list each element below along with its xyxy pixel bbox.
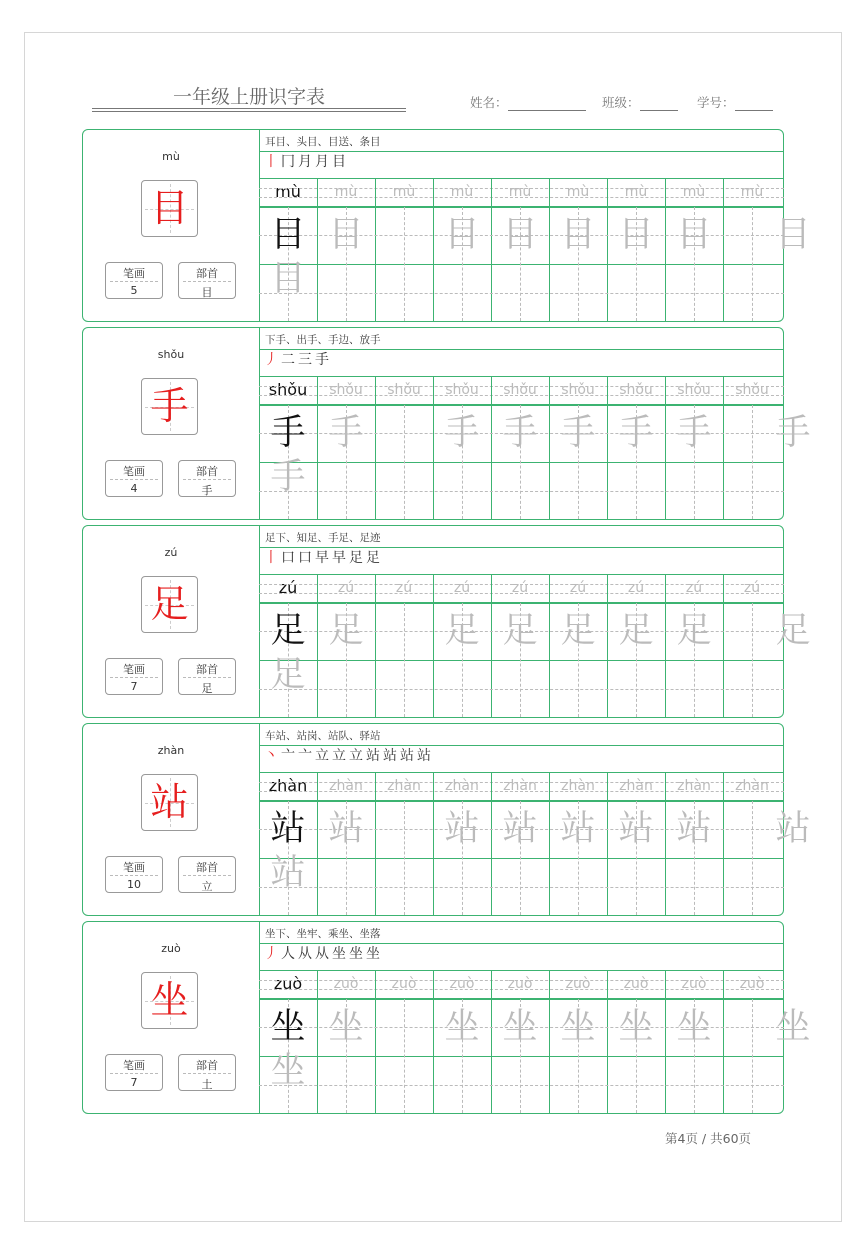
- char-info-panel: [83, 130, 260, 321]
- char-practice-cell: 足: [270, 611, 306, 651]
- stroke-step: 从: [315, 946, 329, 962]
- char-practice-cell: 站: [270, 809, 306, 849]
- pinyin-practice-cell: zú: [511, 580, 529, 596]
- name-blank[interactable]: [508, 96, 586, 111]
- guide-line: [404, 207, 405, 321]
- practice-area: [259, 526, 811, 717]
- char-practice-cell: 坐: [560, 1007, 596, 1047]
- title-underline-2: [92, 111, 406, 112]
- char-practice-cell: 足: [444, 611, 480, 651]
- stroke-order-sequence: [264, 349, 332, 369]
- pinyin-practice-cell: zhàn: [735, 778, 769, 794]
- stroke-step: 冂: [281, 154, 295, 170]
- char-practice-cell: 手: [676, 413, 712, 453]
- stroke-count: 5: [130, 284, 138, 297]
- class-field[interactable]: [602, 93, 678, 111]
- pinyin-practice-cell: zú: [395, 580, 413, 596]
- radical-label: 部首: [196, 1059, 218, 1072]
- pinyin-practice-row: [259, 773, 784, 801]
- divider: [110, 1073, 158, 1074]
- character-card: [82, 723, 811, 916]
- stroke-step: 丿: [264, 946, 278, 962]
- stroke-order-sequence: [264, 745, 434, 765]
- char-practice-cell: 手: [618, 413, 654, 453]
- grid-column-line: [723, 574, 724, 717]
- pinyin-practice-cell: mù: [508, 184, 532, 200]
- char-practice-cell: 坐: [444, 1007, 480, 1047]
- char-display: 足: [150, 582, 189, 626]
- pinyin-practice-cell: mù: [450, 184, 474, 200]
- stroke-step: 丿: [264, 352, 278, 368]
- char-practice-cell: 目: [502, 215, 538, 255]
- char-practice-cell: 站: [560, 809, 596, 849]
- char-practice-cell: 坐: [618, 1007, 654, 1047]
- pinyin-practice-cell: shǒu: [503, 382, 537, 398]
- stroke-step: 口: [298, 550, 312, 566]
- guide-line: [259, 584, 784, 585]
- char-practice-cell: 坐: [270, 1007, 306, 1047]
- char-practice-cell: 坐: [502, 1007, 538, 1047]
- guide-line: [259, 791, 784, 792]
- character-card: [82, 525, 811, 718]
- char-practice-cell: 站: [775, 809, 811, 849]
- char-info-panel: [83, 328, 260, 519]
- pinyin-practice-cell: mù: [334, 184, 358, 200]
- pinyin-practice-cell: shǒu: [387, 382, 421, 398]
- divider: [183, 1073, 231, 1074]
- stroke-order-sequence: [264, 943, 383, 963]
- stroke-step: 立: [332, 748, 346, 764]
- stroke-step: 站: [400, 748, 414, 764]
- grid-column-line: [375, 970, 376, 1113]
- number-label: 学号：: [697, 95, 735, 110]
- pinyin-practice-cell: zhàn: [561, 778, 595, 794]
- guide-line: [259, 887, 784, 888]
- practice-area: [259, 328, 811, 519]
- stroke-step: 口: [281, 550, 295, 566]
- stroke-step: 立: [315, 748, 329, 764]
- guide-line: [259, 491, 784, 492]
- row-line: [259, 264, 784, 265]
- char-display-box: [141, 180, 198, 237]
- stroke-step: 月: [298, 154, 312, 170]
- stroke-step: 站: [383, 748, 397, 764]
- stroke-count-box: [105, 262, 163, 299]
- pinyin-practice-cell: mù: [566, 184, 590, 200]
- grid-column-line: [375, 178, 376, 321]
- pinyin-practice-cell: mù: [740, 184, 764, 200]
- radical: 足: [201, 682, 213, 695]
- grid-column-line: [375, 376, 376, 519]
- example-words: 足下、知足、手足、足迹: [265, 532, 381, 544]
- guide-line: [259, 782, 784, 783]
- pinyin-practice-cell: zhàn: [445, 778, 479, 794]
- pinyin-practice-row: [259, 971, 784, 999]
- radical-label: 部首: [196, 267, 218, 280]
- title-underline: [92, 108, 406, 109]
- char-pinyin: zhàn: [157, 744, 185, 757]
- char-display: 目: [150, 186, 189, 230]
- char-practice-cell: 目: [618, 215, 654, 255]
- stroke-step: 人: [281, 946, 295, 962]
- char-practice-cell: 手: [560, 413, 596, 453]
- title-text: 一年级上册识字表: [172, 86, 325, 108]
- row-line: [259, 462, 784, 463]
- char-pinyin: shǒu: [157, 348, 185, 361]
- radical-box: [178, 1054, 236, 1091]
- guide-line: [259, 989, 784, 990]
- char-practice-cell: 目: [676, 215, 712, 255]
- radical: 土: [201, 1078, 213, 1091]
- example-words: 坐下、坐牢、乘坐、坐落: [265, 928, 381, 940]
- char-practice-cell: 手: [270, 413, 306, 453]
- pinyin-practice-cell: zú: [685, 580, 703, 596]
- guide-line: [752, 603, 753, 717]
- stroke-step: 丨: [264, 550, 278, 566]
- char-practice-cell: 站: [328, 809, 364, 849]
- radical: 目: [201, 286, 213, 299]
- pinyin-practice-cell: mù: [275, 182, 301, 201]
- stroke-count-box: [105, 460, 163, 497]
- row-line: [259, 1056, 784, 1057]
- divider: [183, 479, 231, 480]
- guide-line: [259, 1085, 784, 1086]
- pinyin-practice-cell: shǒu: [445, 382, 479, 398]
- char-practice-cell: 坐: [775, 1007, 811, 1047]
- stroke-step: 早: [332, 550, 346, 566]
- guide-line: [752, 405, 753, 519]
- guide-line: [259, 689, 784, 690]
- pinyin-practice-cell: zú: [627, 580, 645, 596]
- pinyin-practice-cell: zú: [453, 580, 471, 596]
- char-practice-cell: 足: [676, 611, 712, 651]
- guide-line: [259, 197, 784, 198]
- stroke-step: 目: [332, 154, 346, 170]
- char-practice-cell: 目: [270, 215, 306, 255]
- pinyin-practice-cell: shǒu: [735, 382, 769, 398]
- radical-label: 部首: [196, 861, 218, 874]
- pinyin-practice-cell: zuò: [273, 974, 303, 993]
- char-practice-cell: 足: [775, 611, 811, 651]
- stroke-count-label: 笔画: [123, 1059, 145, 1072]
- pinyin-practice-cell: shǒu: [561, 382, 595, 398]
- radical-label: 部首: [196, 663, 218, 676]
- pinyin-practice-cell: zuò: [565, 976, 591, 992]
- stroke-count: 10: [127, 878, 141, 891]
- pinyin-practice-cell: zhàn: [677, 778, 711, 794]
- stroke-step: 月: [315, 154, 329, 170]
- char-display: 坐: [150, 978, 189, 1022]
- stroke-step: 亠: [298, 748, 312, 764]
- char-practice-cell: 目: [328, 215, 364, 255]
- guide-line: [404, 999, 405, 1113]
- pinyin-practice-cell: shǒu: [329, 382, 363, 398]
- stroke-step: 丶: [264, 748, 278, 764]
- char-practice-cell: 站: [676, 809, 712, 849]
- char-practice-cell: 足: [270, 655, 306, 695]
- name-label: 姓名：: [470, 95, 508, 110]
- stroke-step: 坐: [349, 946, 363, 962]
- guide-line: [259, 980, 784, 981]
- pinyin-practice-cell: mù: [682, 184, 706, 200]
- row-line: [259, 660, 784, 661]
- char-practice-cell: 站: [270, 853, 306, 893]
- row-line: [259, 858, 784, 859]
- page-number: 第4页 / 共60页: [665, 1131, 752, 1146]
- pinyin-practice-row: [259, 179, 784, 207]
- char-practice-cell: 足: [560, 611, 596, 651]
- pinyin-practice-cell: zú: [337, 580, 355, 596]
- pinyin-practice-cell: mù: [624, 184, 648, 200]
- guide-line: [259, 386, 784, 387]
- stroke-count: 7: [130, 680, 138, 693]
- number-field[interactable]: [697, 93, 773, 111]
- pinyin-practice-row: [259, 377, 784, 405]
- pinyin-practice-cell: zú: [278, 578, 298, 597]
- divider: [110, 479, 158, 480]
- char-display-box: [141, 378, 198, 435]
- char-info-panel: [83, 526, 260, 717]
- pinyin-practice-cell: zhàn: [619, 778, 653, 794]
- radical-label: 部首: [196, 465, 218, 478]
- divider: [183, 677, 231, 678]
- guide-line: [259, 188, 784, 189]
- grid-column-line: [723, 376, 724, 519]
- name-field[interactable]: [470, 93, 586, 111]
- stroke-step: 三: [298, 352, 312, 368]
- char-practice-cell: 坐: [270, 1051, 306, 1091]
- grid-column-line: [375, 574, 376, 717]
- stroke-step: 手: [315, 352, 329, 368]
- radical-box: [178, 856, 236, 893]
- char-practice-cell: 坐: [676, 1007, 712, 1047]
- char-practice-cell: 足: [618, 611, 654, 651]
- char-practice-cell: 目: [444, 215, 480, 255]
- pinyin-practice-row: [259, 575, 784, 603]
- guide-line: [752, 207, 753, 321]
- stroke-step: 亠: [281, 748, 295, 764]
- stroke-count-box: [105, 1054, 163, 1091]
- stroke-count-box: [105, 856, 163, 893]
- worksheet-title: [92, 80, 406, 114]
- char-info-panel: [83, 724, 260, 915]
- grid-column-line: [723, 178, 724, 321]
- char-practice-cell: 手: [444, 413, 480, 453]
- radical: 立: [201, 880, 213, 893]
- pinyin-practice-cell: zuò: [449, 976, 475, 992]
- practice-area: [259, 922, 811, 1113]
- guide-line: [752, 999, 753, 1113]
- guide-line: [259, 395, 784, 396]
- char-practice-cell: 手: [270, 457, 306, 497]
- example-words: 耳目、头目、目送、条目: [265, 136, 381, 148]
- guide-line: [259, 293, 784, 294]
- stroke-step: 二: [281, 352, 295, 368]
- grid-column-line: [375, 772, 376, 915]
- pinyin-practice-cell: zhàn: [503, 778, 537, 794]
- grid-column-line: [723, 970, 724, 1113]
- stroke-count: 7: [130, 1076, 138, 1089]
- char-practice-cell: 站: [444, 809, 480, 849]
- stroke-step: 早: [315, 550, 329, 566]
- stroke-step: 立: [349, 748, 363, 764]
- pinyin-practice-cell: zuò: [739, 976, 765, 992]
- character-card: [82, 921, 811, 1114]
- stroke-count: 4: [130, 482, 138, 495]
- char-practice-cell: 站: [618, 809, 654, 849]
- char-practice-cell: 足: [328, 611, 364, 651]
- char-pinyin: mù: [162, 150, 180, 163]
- number-blank[interactable]: [735, 96, 773, 111]
- stroke-step: 足: [366, 550, 380, 566]
- stroke-order-sequence: [264, 151, 349, 171]
- stroke-step: 站: [417, 748, 431, 764]
- pinyin-practice-cell: zhàn: [329, 778, 363, 794]
- pinyin-practice-cell: shǒu: [619, 382, 653, 398]
- char-practice-cell: 站: [502, 809, 538, 849]
- practice-area: [259, 724, 811, 915]
- character-card: [82, 327, 811, 520]
- grid-column-line: [723, 772, 724, 915]
- char-practice-cell: 目: [775, 215, 811, 255]
- pinyin-practice-cell: zuò: [507, 976, 533, 992]
- row-line: [259, 349, 784, 350]
- radical: 手: [201, 484, 213, 497]
- divider: [183, 281, 231, 282]
- char-info-panel: [83, 922, 260, 1113]
- char-practice-cell: 目: [270, 259, 306, 299]
- example-words: 下手、出手、手边、放手: [265, 334, 381, 346]
- pinyin-practice-cell: mù: [392, 184, 416, 200]
- divider: [183, 875, 231, 876]
- stroke-step: 丨: [264, 154, 278, 170]
- divider: [110, 677, 158, 678]
- divider: [110, 875, 158, 876]
- char-display-box: [141, 972, 198, 1029]
- char-pinyin: zuò: [161, 942, 181, 955]
- radical-box: [178, 262, 236, 299]
- divider: [110, 281, 158, 282]
- char-pinyin: zú: [164, 546, 178, 559]
- pinyin-practice-cell: zhàn: [268, 776, 308, 795]
- stroke-count-label: 笔画: [123, 465, 145, 478]
- stroke-order-sequence: [264, 547, 383, 567]
- pinyin-practice-cell: zuò: [623, 976, 649, 992]
- guide-line: [404, 603, 405, 717]
- guide-line: [752, 801, 753, 915]
- example-words: 车站、站岗、站队、驿站: [265, 730, 381, 742]
- char-practice-cell: 坐: [328, 1007, 364, 1047]
- pinyin-practice-cell: zuò: [391, 976, 417, 992]
- stroke-step: 坐: [332, 946, 346, 962]
- pinyin-practice-cell: shǒu: [677, 382, 711, 398]
- stroke-step: 从: [298, 946, 312, 962]
- stroke-step: 坐: [366, 946, 380, 962]
- char-practice-cell: 目: [560, 215, 596, 255]
- char-display-box: [141, 774, 198, 831]
- practice-area: [259, 130, 811, 321]
- guide-line: [404, 801, 405, 915]
- class-label: 班级：: [602, 95, 640, 110]
- stroke-step: 足: [349, 550, 363, 566]
- pinyin-practice-cell: zuò: [333, 976, 359, 992]
- char-display-box: [141, 576, 198, 633]
- pinyin-practice-cell: shǒu: [268, 380, 308, 399]
- char-practice-cell: 足: [502, 611, 538, 651]
- pinyin-practice-cell: zhàn: [387, 778, 421, 794]
- character-card: [82, 129, 811, 322]
- radical-box: [178, 460, 236, 497]
- char-display: 站: [150, 780, 189, 824]
- pinyin-practice-cell: zú: [569, 580, 587, 596]
- radical-box: [178, 658, 236, 695]
- stroke-count-box: [105, 658, 163, 695]
- char-practice-cell: 手: [328, 413, 364, 453]
- pinyin-practice-cell: zú: [743, 580, 761, 596]
- stroke-count-label: 笔画: [123, 861, 145, 874]
- char-display: 手: [150, 384, 189, 428]
- class-blank[interactable]: [640, 96, 678, 111]
- guide-line: [404, 405, 405, 519]
- stroke-count-label: 笔画: [123, 663, 145, 676]
- stroke-count-label: 笔画: [123, 267, 145, 280]
- pinyin-practice-cell: zuò: [681, 976, 707, 992]
- char-practice-cell: 手: [502, 413, 538, 453]
- guide-line: [259, 593, 784, 594]
- stroke-step: 站: [366, 748, 380, 764]
- char-practice-cell: 手: [775, 413, 811, 453]
